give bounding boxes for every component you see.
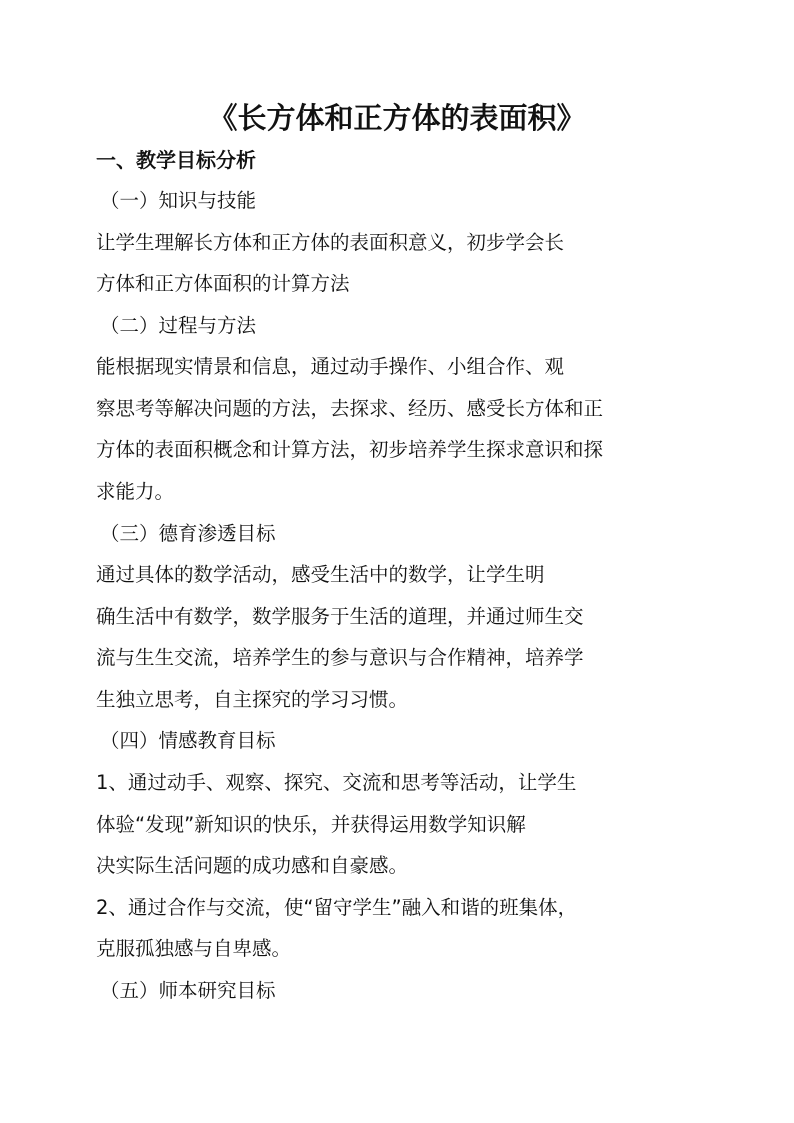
paragraph-line: 察思考等解决问题的方法，去探求、经历、感受长方体和正	[96, 397, 604, 420]
subsection-heading: （三）德育渗透目标	[100, 522, 276, 545]
paragraph-line: 方体的表面积概念和计算方法，初步培养学生探求意识和探	[96, 438, 604, 461]
paragraph-line: 决实际生活问题的成功感和自豪感。	[96, 854, 409, 877]
subsection-heading: （五）师本研究目标	[100, 979, 276, 1002]
paragraph-line: 让学生理解长方体和正方体的表面积意义，初步学会长	[96, 231, 565, 254]
subsection-heading: （二）过程与方法	[100, 314, 257, 337]
section-heading: 一、教学目标分析	[96, 148, 256, 172]
document-title: 《长方体和正方体的表面积》	[208, 101, 586, 135]
paragraph-line: 能根据现实情景和信息，通过动手操作、小组合作、观	[96, 355, 565, 378]
paragraph-line: 克服孤独感与自卑感。	[96, 937, 292, 960]
paragraph-line: 方体和正方体面积的计算方法	[96, 272, 350, 295]
paragraph-line: 求能力。	[96, 480, 175, 503]
paragraph-line: 生独立思考，自主探究的学习习惯。	[96, 688, 409, 711]
paragraph-line: 通过具体的数学活动，感受生活中的数学，让学生明	[96, 563, 545, 586]
paragraph-line: 体验“发现”新知识的快乐，并获得运用数学知识解	[96, 813, 526, 836]
paragraph-line: 确生活中有数学，数学服务于生活的道理，并通过师生交	[96, 605, 584, 628]
subsection-heading: （四）情感教育目标	[100, 729, 276, 752]
subsection-heading: （一）知识与技能	[100, 189, 257, 212]
paragraph-line: 1、通过动手、观察、探究、交流和思考等活动，让学生	[96, 771, 577, 794]
paragraph-line: 2、通过合作与交流，使“留守学生”融入和谐的班集体，	[96, 896, 578, 919]
paragraph-line: 流与生生交流，培养学生的参与意识与合作精神，培养学	[96, 646, 584, 669]
